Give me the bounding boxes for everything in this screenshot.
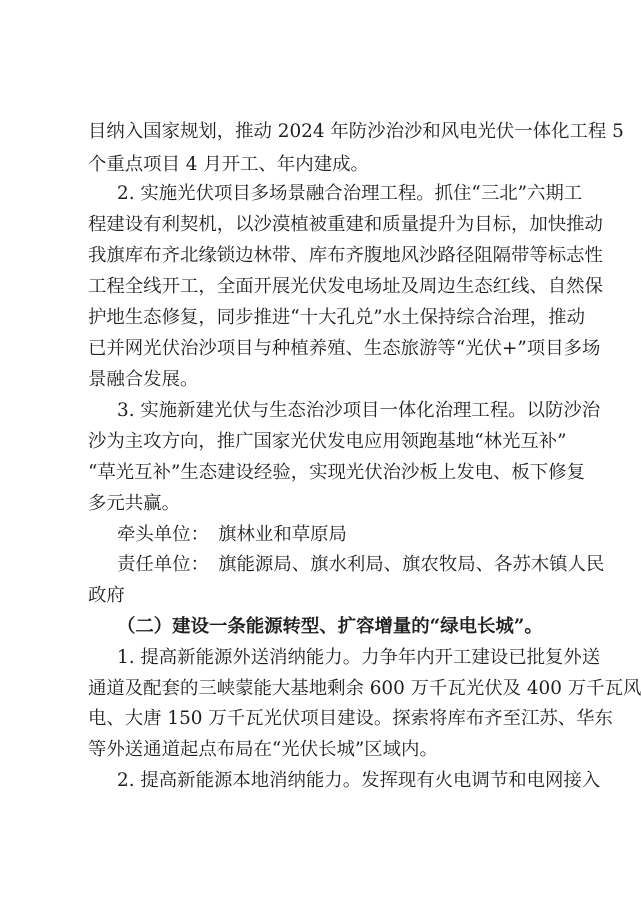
text-line-5: 我旗库布齐北缘锁边林带、库布齐腹地风沙路径阻隔带等标志性 <box>88 245 603 266</box>
responsible-units: 责任单位： 旗能源局、旗水利局、旗农牧局、各苏木镇人民 <box>117 554 605 575</box>
text-line-1: 目纳入国家规划，推动 2024 年防沙治沙和风电光伏一体化工程 5 <box>88 121 624 142</box>
text-line-19: 通道及配套的三峡蒙能大基地剩余 600 万千瓦光伏及 400 万千瓦风 <box>88 678 641 699</box>
item-2-heading: 2. 提高新能源本地消纳能力。发挥现有火电调节和电网接入 <box>117 770 601 791</box>
text-line-11: 沙为主攻方向，推广国家光伏发电应用领跑基地“林光互补” <box>88 431 567 452</box>
responsible-units-cont: 政府 <box>88 585 125 606</box>
text-line-2: 个重点项目 4 月开工、年内建成。 <box>88 154 369 175</box>
item-1-heading: 1. 提高新能源外送消纳能力。力争年内开工建设已批复外送 <box>117 647 601 668</box>
text-line-9: 景融合发展。 <box>88 369 199 390</box>
text-line-20: 电、大唐 150 万千瓦光伏项目建设。探索将库布齐至江苏、华东 <box>88 708 613 729</box>
text-line-8: 已并网光伏治沙项目与种植养殖、生态旅游等“光伏+”项目多场 <box>88 338 601 359</box>
subsection-heading: （二）建设一条能源转型、扩容增量的“绿电长城”。 <box>117 616 543 637</box>
section-2-heading: 2. 实施光伏项目多场景融合治理工程。抓住“三北”六期工 <box>117 183 583 204</box>
section-3-heading: 3. 实施新建光伏与生态治沙项目一体化治理工程。以防沙治 <box>117 400 601 421</box>
text-line-13: 多元共赢。 <box>88 493 180 514</box>
text-line-7: 护地生态修复，同步推进“十大孔兑”水土保持综合治理，推动 <box>88 307 585 328</box>
text-line-12: “草光互补”生态建设经验，实现光伏治沙板上发电、板下修复 <box>88 462 585 483</box>
text-line-6: 工程全线开工，全面开展光伏发电场址及周边生态红线、自然保 <box>88 276 603 297</box>
text-line-21: 等外送通道起点布局在“光伏长城”区域内。 <box>88 739 438 760</box>
lead-unit: 牵头单位： 旗林业和草原局 <box>117 524 347 545</box>
text-line-4: 程建设有利契机，以沙漠植被重建和质量提升为目标，加快推动 <box>88 214 603 235</box>
